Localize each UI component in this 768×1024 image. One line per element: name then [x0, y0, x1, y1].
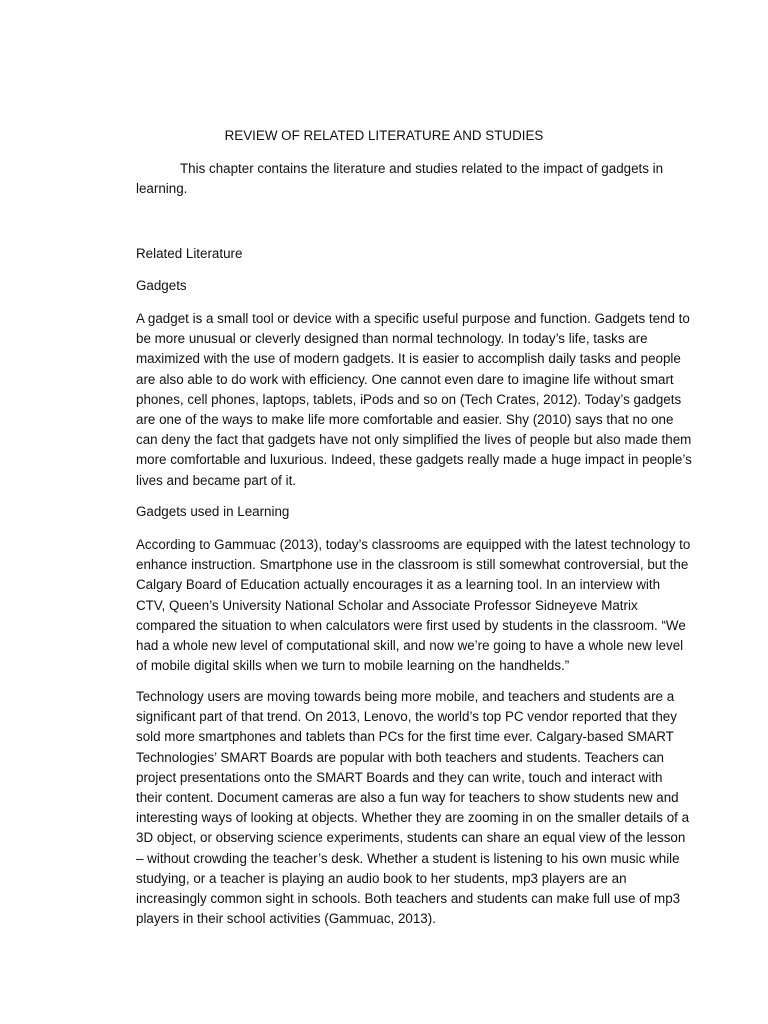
gadgets-paragraph: A gadget is a small tool or device with a specific useful purpose and function. Gadgets tend to be more unusual or cleverly designed than normal technology. In today’s life, tasks are maximized with the use of modern gadgets. It is easier to accomplish daily tasks and people are also able to do work with efficiency. One cannot even dare to imagine life without smart phones, cell phones, laptops, tablets, iPods and so on (Tech Crates, 2012). Today’s gadgets are one of the ways to make life more comfortable and easier. Shy (2010) says that no one can deny the fact that gadgets have not only simplified the lives of people but also made them more comfortable and luxurious. Indeed, these gadgets really made a huge impact in people’s lives and became part of it.: [136, 311, 692, 488]
section-heading: Related Literature: [136, 246, 243, 261]
subsection-heading-gadgets: Gadgets: [136, 278, 187, 293]
learning-paragraph-1: According to Gammuac (2013), today’s classrooms are equipped with the latest technology to enhance instruction. Smartphone use in the classroom is still somewhat controversial, but the Calgary Board of Education actually encourages it as a learning tool. In an interview with CTV, Queen’s University National Scholar and Associate Professor Sidneyeve Matrix compared the situation to when calculators were first used by students in the classroom. “We had a whole new level of computational skill, and now we’re going to have a whole new level of mobile digital skills when we turn to mobile learning on the handhelds.”: [136, 537, 691, 674]
document-title: REVIEW OF RELATED LITERATURE AND STUDIES: [224, 128, 544, 143]
subsection-heading-gadgets-learning: Gadgets used in Learning: [136, 504, 290, 519]
learning-paragraph-2: Technology users are moving towards being more mobile, and teachers and students are a significant part of that trend. On 2013, Lenovo, the world’s top PC vendor reported that they sold more smartphones and tablets than PCs for the first time ever. Calgary-based SMART Technologies’ SMART Boards are popular with both teachers and students. Teachers can project presentations onto the SMART Boards and they can write, touch and interact with their content. Document cameras are also a fun way for teachers to show students new and interesting ways of looking at objects. Whether they are zooming in on the smaller details of a 3D object, or observing science experiments, students can share an equal view of the lesson – without crowding the teacher’s desk. Whether a student is listening to his own music while studying, or a teacher is playing an audio book to her students, mp3 players are an increasingly common sight in schools. Both teachers and students can make full use of mp3 players in their school activities (Gammuac, 2013).: [136, 689, 690, 927]
intro-paragraph: This chapter contains the literature and studies related to the impact of gadgets in learning.: [136, 161, 664, 197]
